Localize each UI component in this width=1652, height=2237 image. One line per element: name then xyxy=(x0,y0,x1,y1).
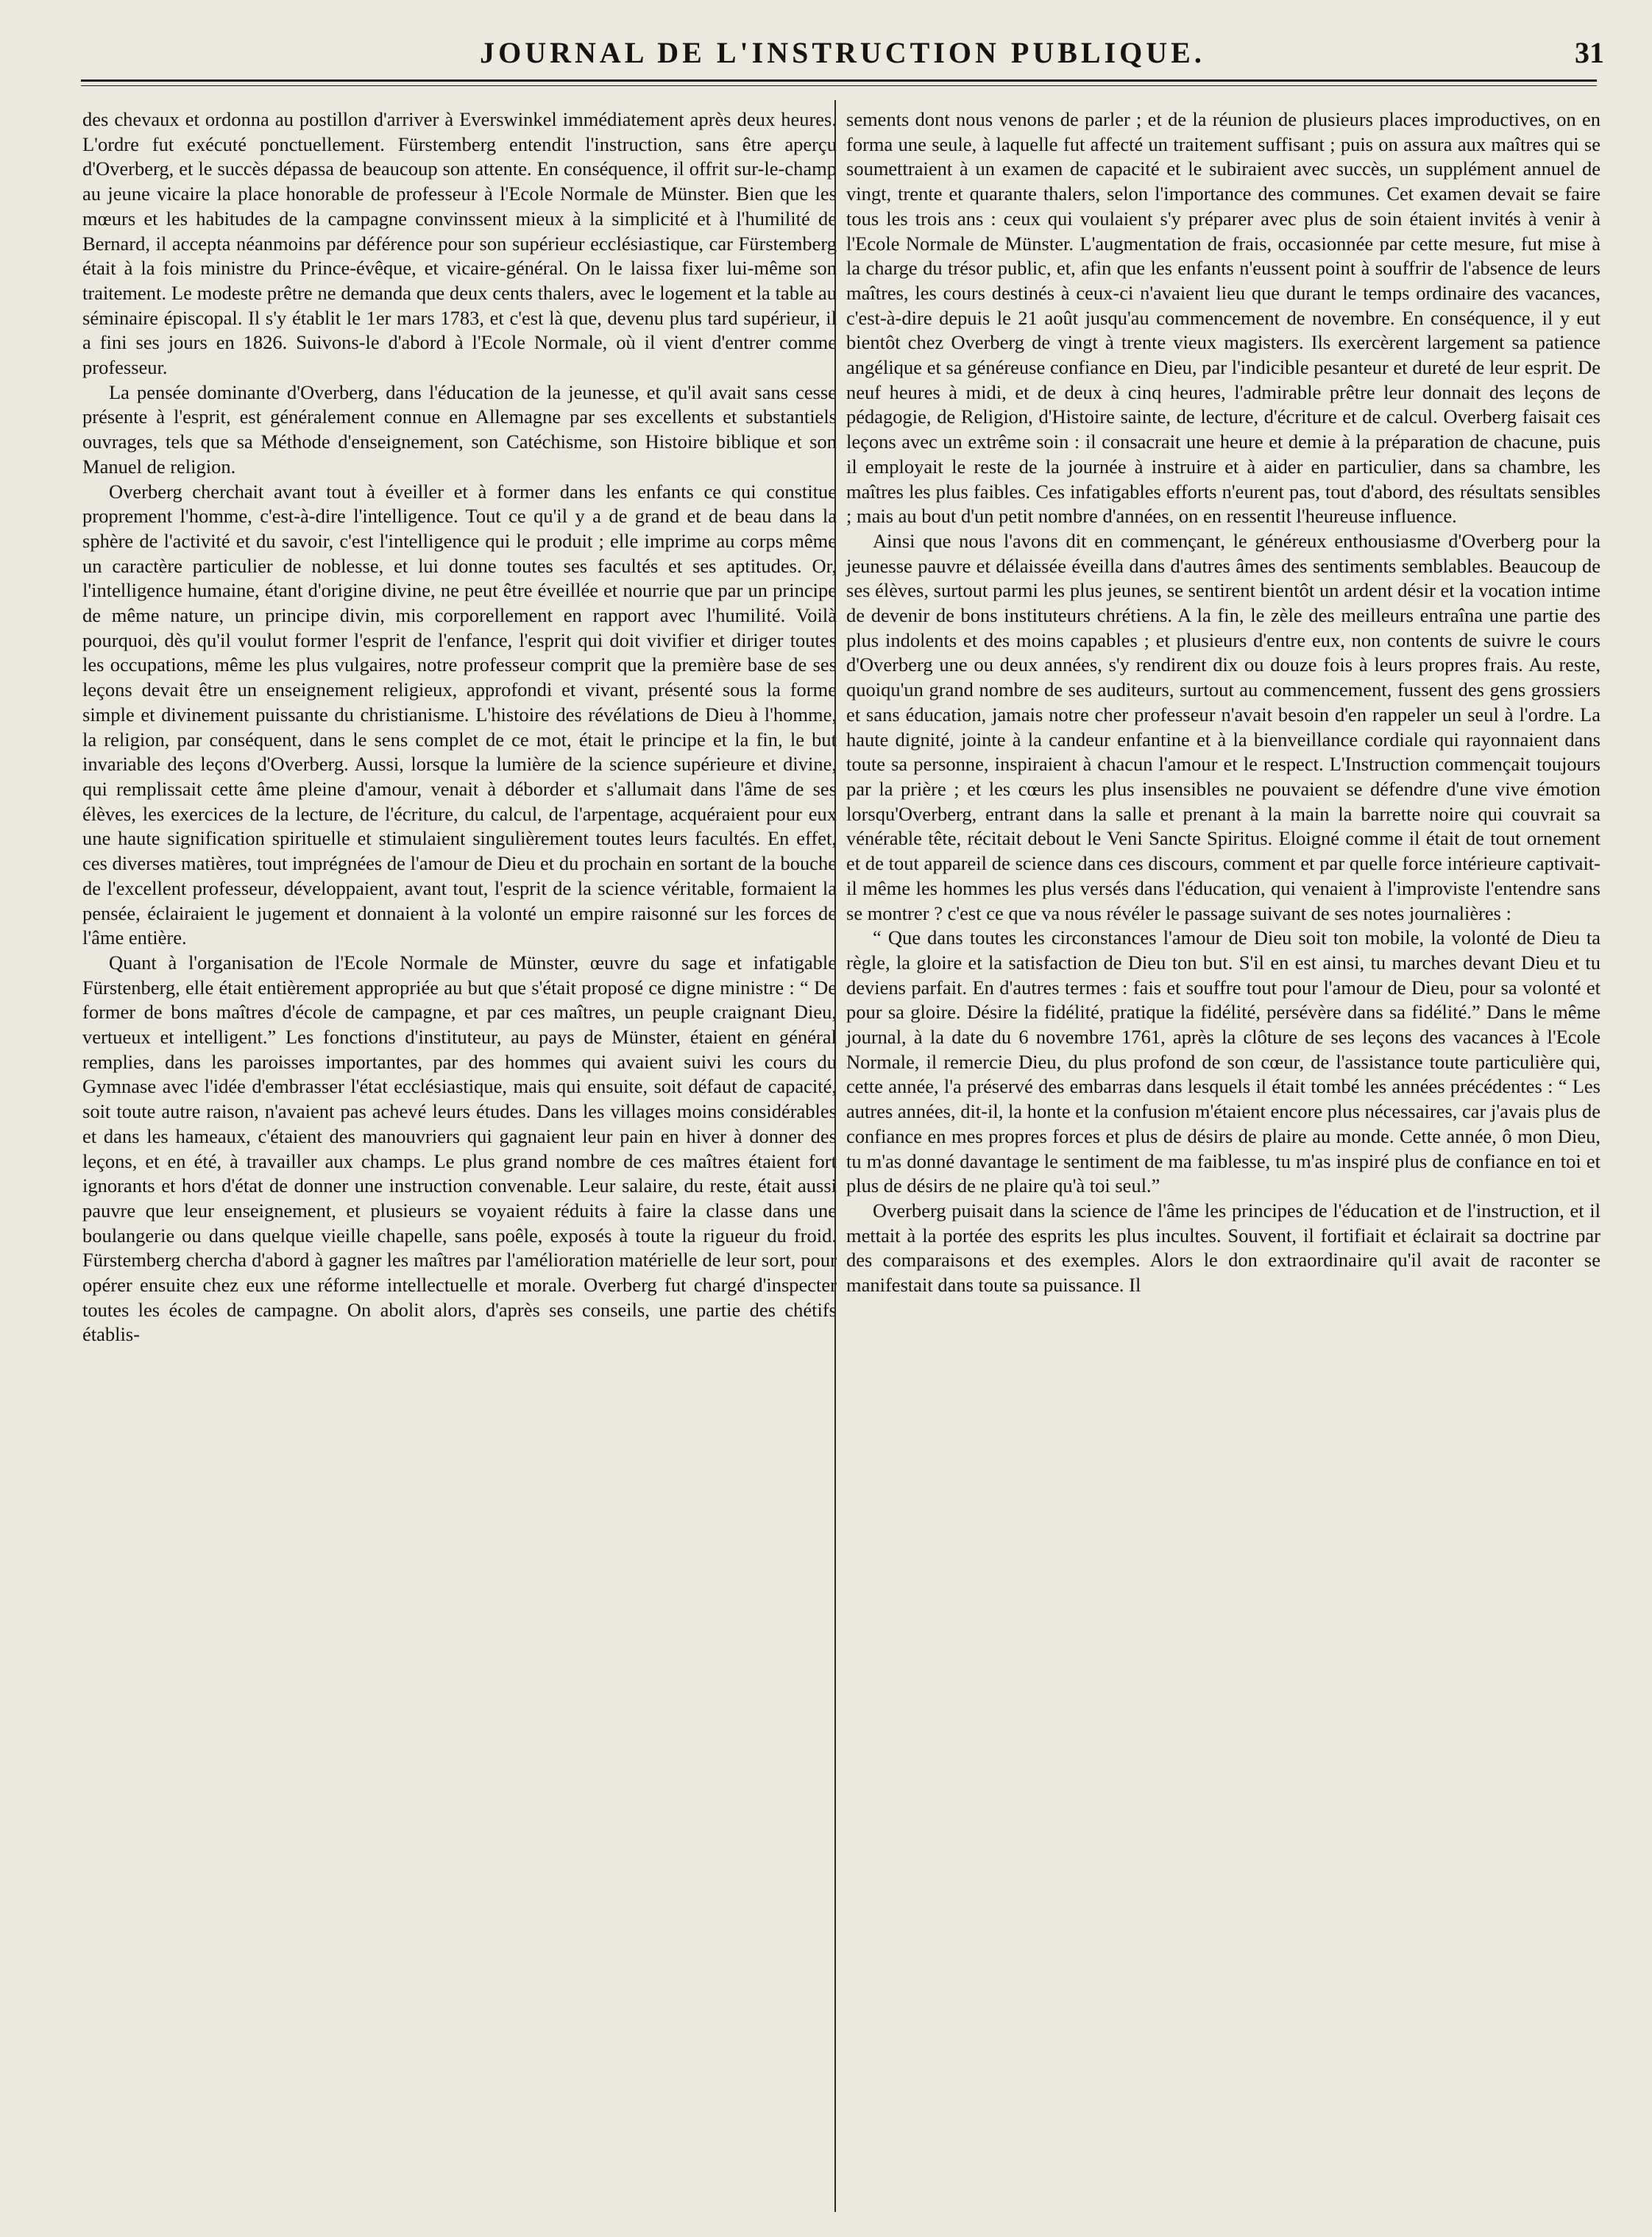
paragraph: La pensée dominante d'Overberg, dans l'éducation de la jeunesse, et qu'il avait sans cesse présente à l'esprit, est généralement connue en Allemagne par ses excellents et substantiels ouvrages, tels que sa Méthode d'enseignement, son Catéchisme, son Histoire biblique et son Manuel de religion. xyxy=(82,380,837,478)
paragraph: Overberg puisait dans la science de l'âme les principes de l'éducation et de l'instruction, et il mettait à la portée des esprits les plus incultes. Souvent, il fortifiait et éclairait sa doctrine par des comparaisons et des exemples. Alors le don extraordinaire qu'il avait de raconter se manifestait dans toute sa puissance. Il xyxy=(846,1199,1600,1297)
paragraph: Overberg cherchait avant tout à éveiller et à former dans les enfants ce qui constitue proprement l'homme, c'est-à-dire l'intelligence. Tout ce qu'il y a de grand et de beau dans la sphère de l'activité et du savoir, c'est l'intelligence qui le produit ; elle imprime au corps même un caractère particulier de noblesse, et lui donne toutes ses facultés et ses aptitudes. Or, l'intelligence humaine, étant d'origine divine, ne peut être éveillée et nourrie que par un principe de même nature, un principe divin, mis corporellement en rapport avec l'humilité. Voilà pourquoi, dès qu'il voulut former l'esprit de l'enfance, l'esprit qui doit vivifier et diriger toutes les occupations, même les plus vulgaires, notre professeur comprit que la première base de ses leçons devait être un enseignement religieux, approfondi et vivant, présenté sous la forme simple et divinement puissante du christianisme. L'histoire des révélations de Dieu à l'homme, la religion, par conséquent, dans le sens complet de ce mot, était le principe et la fin, le but invariable des leçons d'Overberg. Aussi, lorsque la lumière de la science supérieure et divine, qui remplissait cette âme pleine d'amour, venait à déborder et s'allumait dans l'âme de ses élèves, les exercices de la lecture, de l'écriture, du calcul, de l'arpentage, acquéraient pour eux une haute signification spirituelle et stimulaient singulièrement toutes leurs facultés. En effet, ces diverses matières, tout imprégnées de l'amour de Dieu et du prochain en sortant de la bouche de l'excellent professeur, développaient, avant tout, l'esprit de la science véritable, formaient la pensée, éclairaient le jugement et donnaient à la volonté un empire raisonné sur les forces de l'âme entière. xyxy=(82,480,837,949)
header-rule-thin xyxy=(81,85,1597,86)
paragraph: Ainsi que nous l'avons dit en commençant, le généreux enthousiasme d'Overberg pour la jeunesse pauvre et délaissée éveilla dans d'autres âmes des sentiments semblables. Beaucoup de ses élèves, surtout parmi les plus jeunes, se sentirent bientôt un ardent désir et la vocation intime de devenir de bons instituteurs chrétiens. A la fin, le zèle des meilleurs entraîna une partie des plus indolents et des moins capables ; et plusieurs d'entre eux, non contents de suivre le cours d'Overberg une ou deux années, s'y rendirent dix ou douze fois à leurs propres frais. Au reste, quoiqu'un grand nombre de ses auditeurs, surtout au commencement, fussent des gens grossiers et sans éducation, jamais notre cher professeur n'avait besoin d'en rappeler un seul à l'ordre. La haute dignité, jointe à la candeur enfantine et à la bienveillance cordiale qui rayonnaient dans toute sa personne, inspiraient à chacun l'amour et le respect. L'Instruction commençait toujours par la prière ; et les cœurs les plus insensibles ne pouvaient se défendre d'une vive émotion lorsqu'Overberg, entrant dans la salle et prenant à la main la barrette noire qui couvrait sa vénérable tête, récitait debout le Veni Sancte Spiritus. Eloigné comme il était de tout ornement et de tout appareil de science dans ces discours, comment et par quelle force intérieure captivait-il même les hommes les plus versés dans l'éducation, qui venaient à l'improviste l'entendre sans se montrer ? c'est ce que va nous révéler le passage suivant de ses notes journalières : xyxy=(846,529,1600,924)
paragraph: des chevaux et ordonna au postillon d'arriver à Everswinkel immédiatement après deux heures. L'ordre fut exécuté ponctuellement. Fürstemberg entendit l'instruction, sans être aperçu d'Overberg, et le succès dépassa de beaucoup son attente. En conséquence, il offrit sur-le-champ au jeune vicaire la place honorable de professeur à l'Ecole Normale de Münster. Bien que les mœurs et les habitudes de la campagne convinssent mieux à la simplicité et à l'humilité de Bernard, il accepta néanmoins par déférence pour son supérieur ecclésiastique, car Fürstemberg était à la fois ministre du Prince-évêque, et vicaire-général. On le laissa fixer lui-même son traitement. Le modeste prêtre ne demanda que deux cents thalers, avec le logement et la table au séminaire épiscopal. Il s'y établit le 1er mars 1783, et c'est là que, devenu plus tard supérieur, il a fini ses jours en 1826. Suivons-le d'abord à l'Ecole Normale, où il vient d'entrer comme professeur. xyxy=(82,108,837,379)
column-divider xyxy=(834,100,836,2212)
left-column xyxy=(82,107,837,1347)
page-number: 31 xyxy=(1575,36,1604,69)
paragraph: sements dont nous venons de parler ; et de la réunion de plusieurs places improductives, on en forma une seule, à laquelle fut affecté un traitement suffisant ; puis on assura aux maîtres qui se soumettraient à un examen de capacité et le subiraient avec succès, un supplément annuel de vingt, trente et quarante thalers, selon l'importance des communes. Cet examen devait se faire tous les trois ans : ceux qui voulaient s'y préparer avec plus de soin étaient invités à venir à l'Ecole Normale de Münster. L'augmentation de frais, occasionnée par cette mesure, fut mise à la charge du trésor public, et, afin que les enfants n'eussent point à souffrir de l'absence de leurs maîtres, les cours destinés à ceux-ci n'avaient lieu que durant le temps ordinaire des vacances, c'est-à-dire depuis le 21 août jusqu'au commencement de novembre. En conséquence, il y eut bientôt chez Overberg de vingt à trente vieux magisters. Ils exercèrent largement sa patience angélique et sa généreuse confiance en Dieu, par l'indicible pesanteur et dureté de leur esprit. De neuf heures à midi, et de deux à cinq heures, l'admirable prêtre leur donnait des leçons de pédagogie, de Religion, d'Histoire sainte, de lecture, d'écriture et de calcul. Overberg faisait ces leçons avec un extrême soin : il consacrait une heure et demie à la préparation de chacune, puis il employait le reste de la journée à instruire et à aider en particulier, dans sa chambre, les maîtres les plus faibles. Ces infatigables efforts n'eurent pas, tout d'abord, des résultats sensibles ; mais au bout d'un petit nombre d'années, on en ressentit l'heureuse influence. xyxy=(846,108,1600,528)
paragraph: “ Que dans toutes les circonstances l'amour de Dieu soit ton mobile, la volonté de Dieu ta règle, la gloire et la satisfaction de Dieu ton but. S'il en est ainsi, tu marches devant Dieu et tu deviens parfait. En d'autres termes : fais et souffre tout pour l'amour de Dieu, pour sa volonté et pour sa gloire. Désire la fidélité, pratique la fidélité, persévère dans sa fidélité.” Dans le même journal, à la date du 6 novembre 1761, après la clôture de ses leçons des vacances à l'Ecole Normale, il remercie Dieu, du plus profond de son cœur, de l'assistance toute particulière qui, cette année, l'a préservé des embarras dans lesquels il était tombé les années précédentes : “ Les autres années, dit-il, la honte et la confusion m'étaient encore plus nécessaires, car j'avais plus de confiance en mes propres forces et plus de désirs de plaire au monde. Cette année, ô mon Dieu, tu m'as donné davantage le sentiment de ma faiblesse, tu m'as inspiré plus de confiance en toi et plus de désirs de ne plaire qu'à toi seul.” xyxy=(846,926,1601,1197)
running-head xyxy=(81,29,1604,74)
right-column xyxy=(846,107,1600,1298)
running-title: JOURNAL DE L'INSTRUCTION PUBLIQUE. xyxy=(480,36,1205,69)
header-rule xyxy=(81,79,1597,82)
paragraph: Quant à l'organisation de l'Ecole Normale de Münster, œuvre du sage et infatigable Fürstenberg, elle était entièrement appropriée au but que s'était proposé ce digne ministre : “ De former de bons maîtres d'école de campagne, et par ces maîtres, un peuple craignant Dieu, vertueux et intelligent.” Les fonctions d'instituteur, au pays de Münster, étaient en général remplies, dans les paroisses importantes, par des hommes qui avaient suivi les cours du Gymnase avec l'idée d'embrasser l'état ecclésiastique, mais qui ensuite, soit défaut de capacité, soit toute autre raison, n'avaient pas achevé leurs études. Dans les villages moins considérables et dans les hameaux, c'étaient des manouvriers qui gagnaient leur pain en hiver à donner des leçons, et en été, à travailler aux champs. Le plus grand nombre de ces maîtres étaient fort ignorants et hors d'état de donner une instruction convenable. Leur salaire, du reste, était aussi pauvre que leur enseignement, et plusieurs se voyaient réduits à faire la classe dans une boulangerie ou dans quelque vieille chapelle, sans poêle, exposés à toute la rigueur du froid. Fürstemberg chercha d'abord à gagner les maîtres par l'amélioration matérielle de leur sort, pour opérer ensuite chez eux une réforme intellectuelle et morale. Overberg fut chargé d'inspecter toutes les écoles de campagne. On abolit alors, d'après ses conseils, une partie des chétifs établis- xyxy=(82,951,837,1346)
